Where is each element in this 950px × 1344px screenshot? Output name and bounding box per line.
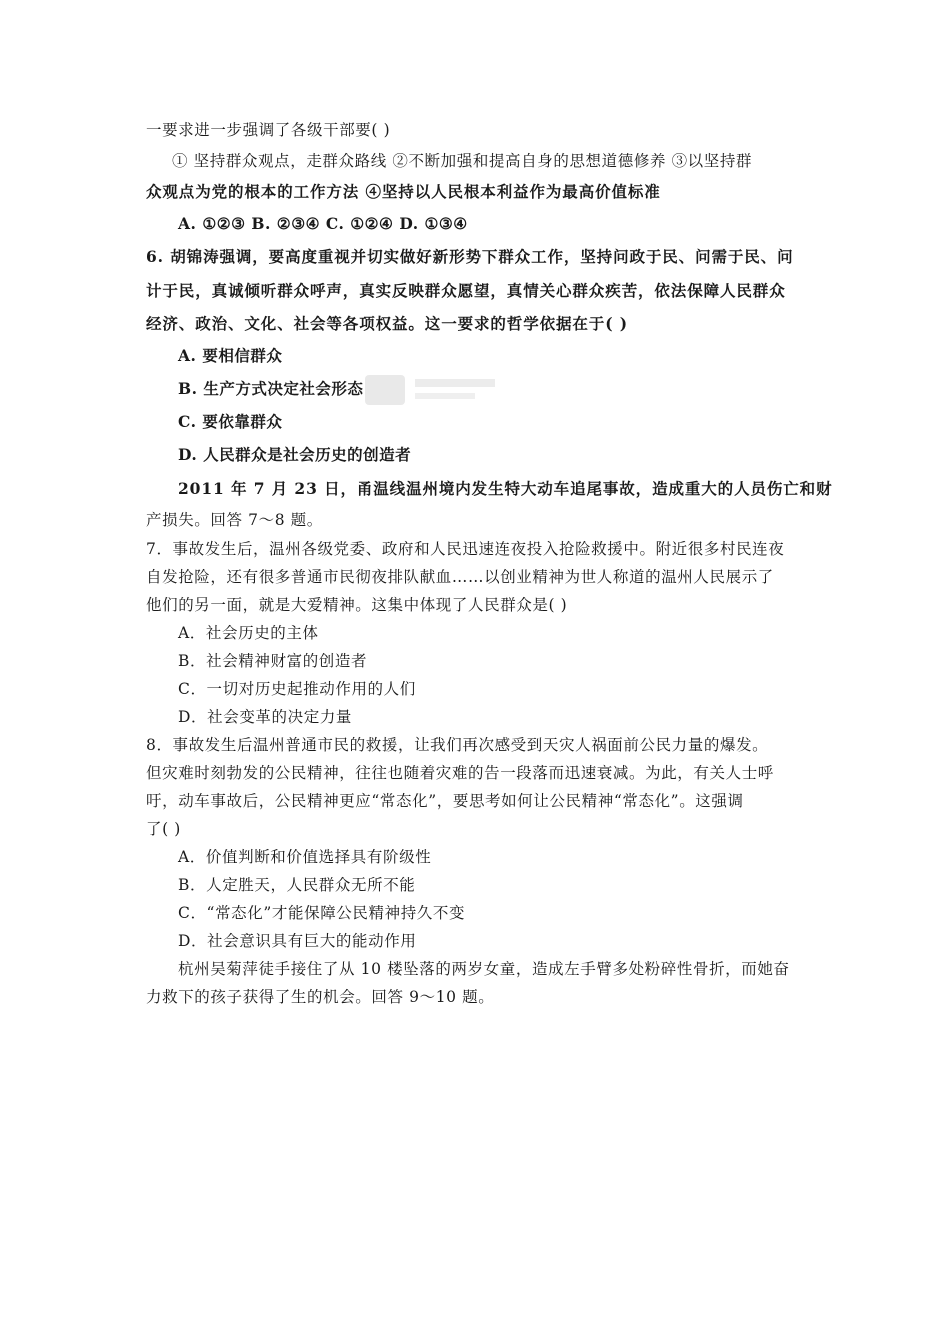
question5-statements-line1: ① 坚持群众观点，走群众路线 ②不断加强和提高自身的思想道德修养 ③以坚持群 (172, 152, 753, 170)
faint-watermark-logo (355, 355, 505, 425)
question6-option-d: D. 人民群众是社会历史的创造者 (178, 445, 412, 464)
question8-stem-line4: 了( ) (146, 820, 181, 838)
question6-stem-line3: 经济、政治、文化、社会等各项权益。这一要求的哲学依据在于( ) (146, 314, 628, 333)
material-7-8-line2: 产损失。回答 7～8 题。 (146, 511, 323, 529)
question5-statements-line2: 众观点为党的根本的工作方法 ④坚持以人民根本利益作为最高价值标准 (146, 182, 661, 201)
question7-stem-line1: 7．事故发生后，温州各级党委、政府和人民迅速连夜投入抢险救援中。附近很多村民连夜 (146, 540, 785, 558)
question8-option-a: A．价值判断和价值选择具有阶级性 (178, 848, 432, 866)
question8-stem-line2: 但灾难时刻勃发的公民精神，往往也随着灾难的告一段落而迅速衰减。为此，有关人士呼 (146, 764, 774, 782)
question7-stem-line3: 他们的另一面，就是大爱精神。这集中体现了人民群众是( ) (146, 596, 568, 614)
question8-option-b: B．人定胜天，人民群众无所不能 (178, 876, 416, 894)
question8-stem-line3: 吁，动车事故后，公民精神更应“常态化”，要思考如何让公民精神“常态化”。这强调 (146, 792, 744, 810)
question6-option-a: A. 要相信群众 (178, 346, 283, 365)
question8-stem-line1: 8．事故发生后温州普通市民的救援，让我们再次感受到天灾人祸面前公民力量的爆发。 (146, 736, 769, 754)
question5-options: A. ①②③ B. ②③④ C. ①②④ D. ①③④ (178, 214, 468, 233)
question6-option-b: B. 生产方式决定社会形态 (178, 379, 364, 398)
question7-option-d: D．社会变革的决定力量 (178, 708, 353, 726)
question7-stem-line2: 自发抢险，还有很多普通市民彻夜排队献血……以创业精神为世人称道的温州人民展示了 (146, 568, 774, 586)
question8-option-d: D．社会意识具有巨大的能动作用 (178, 932, 417, 950)
question8-option-c: C．“常态化”才能保障公民精神持久不变 (178, 904, 466, 922)
material-9-10-line1: 杭州吴菊萍徒手接住了从 10 楼坠落的两岁女童，造成左手臂多处粉碎性骨折，而她奋 (178, 960, 790, 978)
question6-stem-line2: 计于民，真诚倾听群众呼声，真实反映群众愿望，真情关心群众疾苦，依法保障人民群众 (146, 281, 786, 300)
material-9-10-line2: 力救下的孩子获得了生的机会。回答 9～10 题。 (146, 988, 495, 1006)
question7-option-c: C．一切对历史起推动作用的人们 (178, 680, 416, 698)
question6-stem-line1: 6. 胡锦涛强调，要高度重视并切实做好新形势下群众工作，坚持问政于民、问需于民、问 (146, 247, 794, 266)
material-7-8-line1: 2011 年 7 月 23 日，甬温线温州境内发生特大动车追尾事故，造成重大的人员伤亡和财 (178, 479, 833, 498)
question6-option-c: C. 要依靠群众 (178, 412, 283, 431)
question7-option-a: A．社会历史的主体 (178, 624, 319, 642)
question7-option-b: B．社会精神财富的创造者 (178, 652, 368, 670)
question5-stem-end: 一要求进一步强调了各级干部要( ) (146, 121, 391, 139)
